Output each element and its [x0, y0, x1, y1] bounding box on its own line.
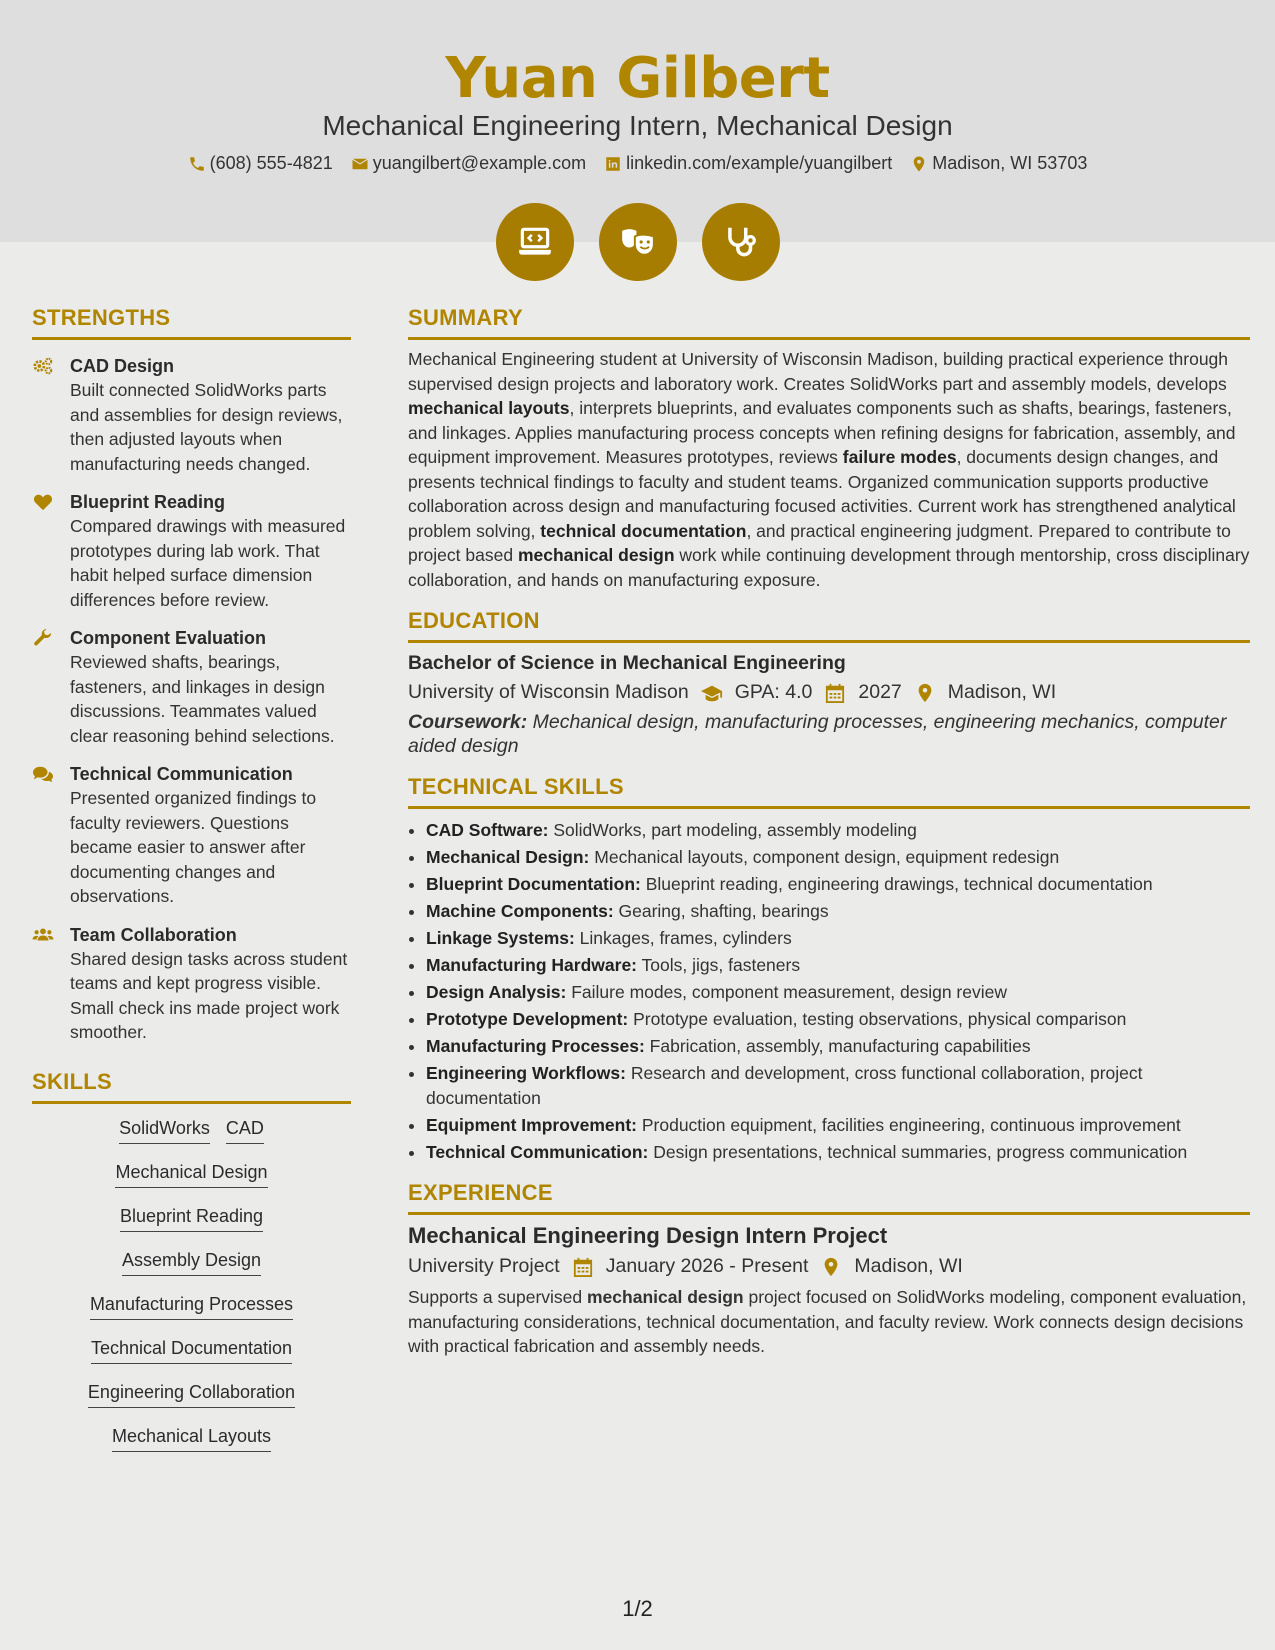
strength-title: Blueprint Reading	[70, 492, 226, 512]
skill-chip: SolidWorks	[119, 1116, 210, 1144]
contact-text: Madison, WI 53703	[932, 153, 1088, 173]
contact-linkedin[interactable]	[604, 153, 892, 174]
contact-text: (608) 555-4821	[209, 153, 333, 173]
theater-masks-icon	[619, 223, 657, 261]
users-icon	[32, 925, 54, 945]
summary-text: Mechanical Engineering student at University of Wisconsin Madison, building practical experience through supervised design projects and laboratory work. Creates SolidWorks part and assembly models, develops mechanical layouts, interprets blueprints, and evaluates components such as shafts, bearings, fasteners, and linkages. Applies manufacturing process concepts when refining designs for fabrication, assembly, and equipment improvement. Measures prototypes, reviews failure modes, documents design changes, and presents technical findings to faculty and student teams. Organized communication supports productive collaboration across design and manufacturing focused activities. Current work has strengthened analytical problem solving, technical documentation, and practical engineering judgment. Prepared to contribute to project based mechanical design work while continuing development through mentorship, cross disciplinary collaboration, and hands on manufacturing exposure.	[408, 349, 1250, 590]
strength-item	[32, 923, 351, 1045]
list-item: • Machine Components: Gearing, shafting, bearings	[426, 899, 1250, 924]
list-item: • Prototype Development: Prototype evaluation, testing observations, physical comparison	[426, 1007, 1250, 1032]
skill-chip: Engineering Collaboration	[88, 1380, 295, 1408]
list-item: • Manufacturing Hardware: Tools, jigs, fasteners	[426, 953, 1250, 978]
stethoscope-icon	[722, 223, 760, 261]
skill-chip: Manufacturing Processes	[90, 1292, 293, 1320]
skill-chip: Technical Documentation	[91, 1336, 292, 1364]
technical-skills-list	[408, 818, 1250, 1164]
strength-title: Technical Communication	[70, 764, 293, 784]
gpa: GPA: 4.0	[734, 681, 813, 703]
job-description: Supports a supervised mechanical design project focused on SolidWorks modeling, component evaluation, manufacturing considerations, technical documentation, and faculty review. Work connects design decisions with practical fabrication and assembly needs.	[408, 1287, 1247, 1356]
candidate-title: Mechanical Engineering Intern, Mechanical Design	[322, 110, 953, 141]
strength-title: Team Collaboration	[70, 924, 237, 945]
list-item: • Engineering Workflows: Research and development, cross functional collaboration, project documentation	[426, 1061, 1250, 1110]
page-number: 1/2	[622, 1596, 653, 1621]
graduation-cap-icon	[701, 683, 723, 703]
map-pin-icon	[910, 155, 928, 173]
linkedin-icon	[604, 155, 622, 173]
right-column	[408, 305, 1250, 1359]
degree-title: Bachelor of Science in Mechanical Engineering	[408, 652, 846, 674]
experience-meta	[408, 1255, 1250, 1278]
contact-location	[910, 153, 1087, 174]
summary-heading: SUMMARY	[408, 305, 1250, 340]
list-item: • Blueprint Documentation: Blueprint reading, engineering drawings, technical documentation	[426, 872, 1250, 897]
calendar-icon	[572, 1257, 594, 1277]
badge-stethoscope	[702, 203, 780, 281]
list-item: • Linkage Systems: Linkages, frames, cylinders	[426, 926, 1250, 951]
strengths-heading: STRENGTHS	[32, 305, 351, 340]
comments-icon	[32, 764, 54, 784]
badge-masks	[599, 203, 677, 281]
job-title: Mechanical Engineering Design Intern Project	[408, 1223, 888, 1248]
laptop-code-icon	[516, 223, 554, 261]
wrench-icon	[32, 628, 54, 648]
strength-text: Compared drawings with measured prototypes during lab work. That habit helped surface dimension differences before review.	[70, 516, 346, 610]
contact-email[interactable]	[351, 153, 586, 174]
strength-item	[32, 626, 351, 748]
list-item: • CAD Software: SolidWorks, part modeling, assembly modeling	[426, 818, 1250, 843]
list-item: • Technical Communication: Design presentations, technical summaries, progress communication	[426, 1140, 1250, 1165]
experience-heading: EXPERIENCE	[408, 1180, 1250, 1215]
list-item: • Mechanical Design: Mechanical layouts, component design, equipment redesign	[426, 845, 1250, 870]
phone-icon	[188, 155, 206, 173]
contact-text: yuangilbert@example.com	[372, 153, 587, 173]
left-column	[32, 305, 351, 1452]
strength-item	[32, 490, 351, 612]
job-location: Madison, WI	[854, 1255, 963, 1277]
strength-text: Shared design tasks across student teams and kept progress visible. Small check ins made project work smoother.	[70, 948, 348, 1042]
skills-list	[32, 1116, 351, 1452]
strength-title: Component Evaluation	[70, 628, 267, 648]
skill-chip: Assembly Design	[122, 1248, 261, 1276]
heart-icon	[32, 492, 54, 512]
cogs-icon	[32, 356, 54, 376]
contact-phone[interactable]	[188, 153, 333, 174]
skill-chip: Mechanical Layouts	[112, 1424, 271, 1452]
skills-heading: SKILLS	[32, 1069, 351, 1104]
strength-text: Reviewed shafts, bearings, fasteners, and linkages in design discussions. Teammates valued clear reasoning behind selections.	[70, 652, 335, 746]
map-pin-icon	[914, 683, 936, 703]
education-meta	[408, 681, 1250, 704]
coursework: Coursework: Mechanical design, manufacturing processes, engineering mechanics, computer aided design	[408, 711, 1227, 757]
candidate-name: Yuan Gilbert	[445, 46, 830, 111]
contact-text: linkedin.com/example/yuangilbert	[626, 153, 893, 173]
skill-chip: Mechanical Design	[115, 1160, 267, 1188]
strength-item	[32, 762, 351, 909]
strength-text: Presented organized findings to faculty reviewers. Questions became easier to answer after documenting changes and observations.	[70, 788, 317, 906]
interest-badges	[0, 203, 1275, 281]
technical-skills-heading: TECHNICAL SKILLS	[408, 774, 1250, 809]
strength-text: Built connected SolidWorks parts and assemblies for design reviews, then adjusted layouts when manufacturing needs changed.	[70, 380, 343, 474]
map-pin-icon	[820, 1257, 842, 1277]
school-location: Madison, WI	[947, 681, 1057, 703]
list-item: • Manufacturing Processes: Fabrication, assembly, manufacturing capabilities	[426, 1034, 1250, 1059]
job-dates: January 2026 - Present	[605, 1255, 809, 1277]
list-item: • Design Analysis: Failure modes, component measurement, design review	[426, 980, 1250, 1005]
strength-item	[32, 354, 351, 476]
grad-year: 2027	[858, 681, 902, 703]
badge-laptop	[496, 203, 574, 281]
list-item: • Equipment Improvement: Production equipment, facilities engineering, continuous improvement	[426, 1113, 1250, 1138]
envelope-icon	[351, 155, 369, 173]
education-heading: EDUCATION	[408, 608, 1250, 643]
strength-title: CAD Design	[70, 356, 175, 376]
school-name: University of Wisconsin Madison	[408, 681, 689, 703]
contact-bar	[0, 153, 1275, 174]
skill-chip: Blueprint Reading	[120, 1204, 263, 1232]
organization: University Project	[408, 1255, 560, 1277]
skill-chip: CAD	[226, 1116, 264, 1144]
calendar-icon	[824, 683, 846, 703]
